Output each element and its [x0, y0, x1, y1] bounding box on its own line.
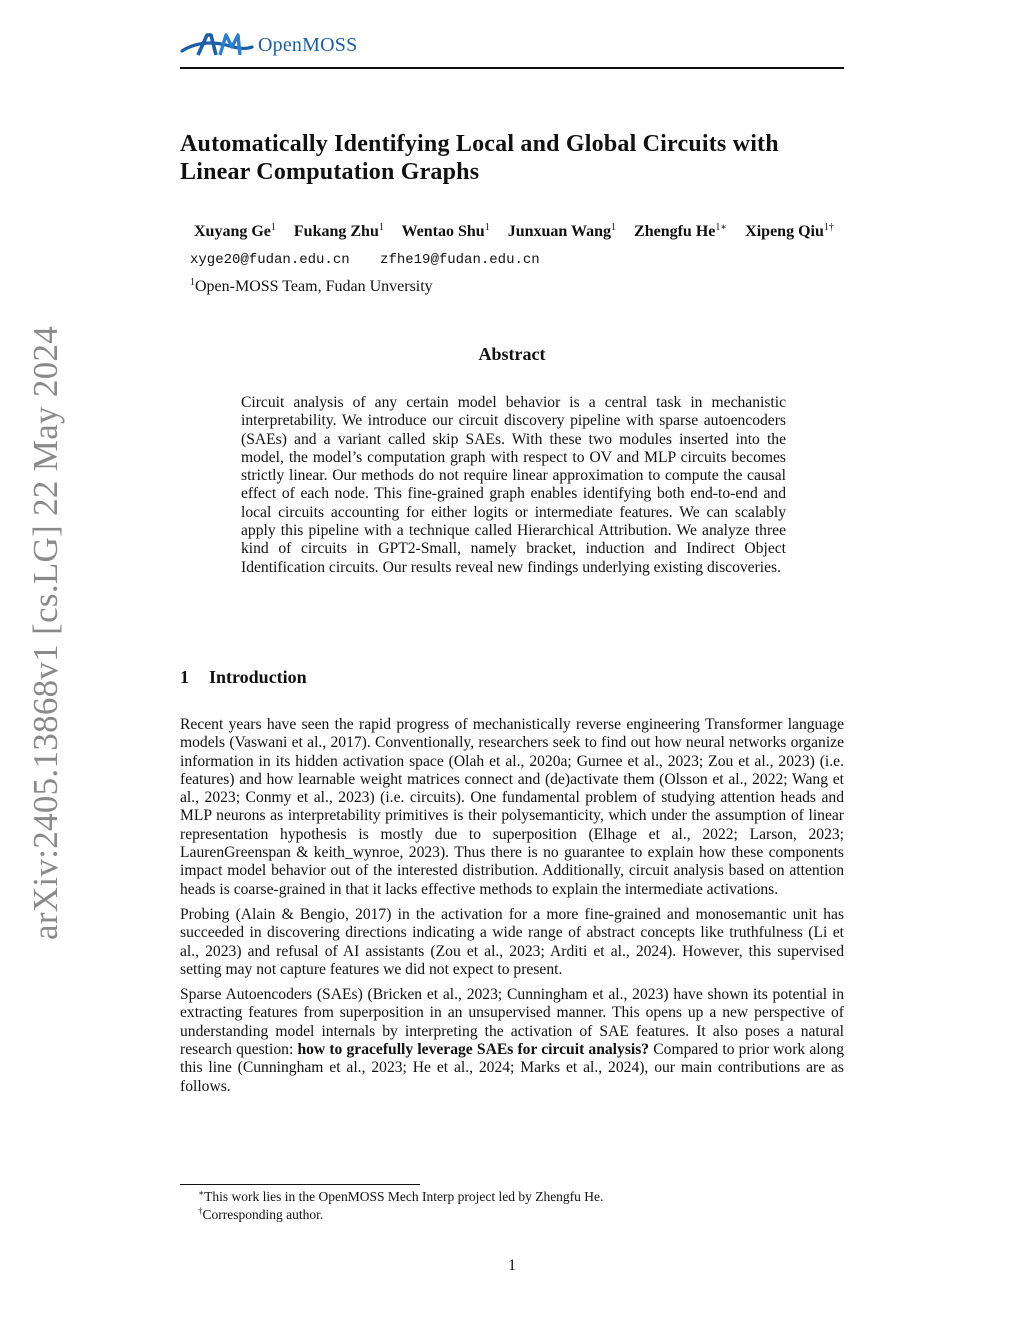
author: Junxuan Wang$^1$	[507, 222, 617, 240]
author-emails	[190, 252, 562, 268]
author-list	[194, 222, 894, 242]
section-title: Introduction	[209, 667, 307, 687]
openmoss-logo-mark	[180, 31, 254, 59]
paragraph: Sparse Autoencoders (SAEs) (Bricken et al., 2023; Cunningham et al., 2023) have shown its potential in extracting features from superposition in an unsupervised manner. This opens up a new perspective of understanding model internals by interpreting the activation of SAE features. It also poses a natural research question: how to gracefully leverage SAEs for circuit analysis? Compared to prior work along this line (Cunningham et al., 2023; He et al., 2024; Marks et al., 2024), our main contributions are as follows.	[180, 986, 844, 1095]
brand-name: OpenMOSS	[258, 33, 358, 56]
introduction-body	[180, 716, 844, 1103]
section-heading	[180, 667, 307, 688]
author: Zhengfu $He^{1∗}$	[634, 222, 728, 240]
page-header	[180, 25, 844, 69]
abstract-heading: Abstract	[478, 344, 546, 364]
author: Xipeng Qiu$^{1\dagger}$	[745, 222, 834, 240]
openmoss-logo	[180, 31, 357, 59]
arxiv-side-stamp: arXiv:2405.13868v1 [cs.LG] 22 May 2024	[26, 325, 65, 940]
author: Wentao Shu$^1$	[401, 222, 490, 240]
section-number: 1	[180, 667, 189, 687]
paragraph: Probing (Alain & Bengio, 2017) in the activation for a more fine-grained and monosemantic unit has succeeded in discovering directions indicating a wide range of abstract concepts like truthfulness (Li et al., 2023) and refusal of AI assistants (Zou et al., 2023; Arditi et al., 2024). However, this supervised setting may not capture features we did not expect to present.	[180, 905, 844, 978]
footnotes	[198, 1188, 603, 1224]
footnote-divider	[180, 1184, 420, 1185]
paper-title: Automatically Identifying Local and Global Circuits with Linear Computation Graphs	[180, 131, 779, 185]
author: Fukang Zhu$^1$	[293, 222, 384, 240]
page-number: 1	[508, 1257, 516, 1274]
affiliation-mark: 1	[190, 277, 195, 288]
footnote: †Corresponding author.	[198, 1206, 324, 1222]
research-question: how to gracefully leverage SAEs for circuit analysis?	[297, 1041, 650, 1059]
email-address[interactable]: zfhe19@fudan.edu.cn	[380, 252, 540, 268]
footnote: ∗This work lies in the OpenMOSS Mech Interp project led by Zhengfu He.	[198, 1188, 604, 1204]
affiliation	[190, 278, 433, 296]
author: Xuyang Ge$^1$	[194, 222, 276, 240]
abstract-text: Circuit analysis of any certain model behavior is a central task in mechanistic interpretability. We introduce our circuit discovery pipeline with sparse autoencoders (SAEs) and a variant called skip SAEs. With these two modules inserted into the model, the model’s computation graph with respect to OV and MLP circuits becomes strictly linear. Our methods do not require linear approximation to compute the causal effect of each node. This fine-grained graph enables identifying both end-to-end and local circuits accounting for either logits or intermediate features. We can scalably apply this pipeline with a technique called Hierarchical Attribution. We analyze three kind of circuits in GPT2-Small, namely bracket, induction and Indirect Object Identification circuits. Our results reveal new findings underlying existing discoveries.	[241, 394, 786, 576]
paragraph: Recent years have seen the rapid progress of mechanistically reverse engineering Transformer language models (Vaswani et al., 2017). Conventionally, researchers seek to find out how neural networks organize information in its hidden activation space (Olah et al., 2020a; Gurnee et al., 2023; Zou et al., 2023) (i.e. features) and how learnable weight matrices connect and (de)activate them (Olsson et al., 2022; Wang et al., 2023; Conmy et al., 2023) (i.e. circuits). One fundamental problem of studying attention heads and MLP neurons as interpretability primitives is their polysemanticity, which under the assumption of linear representation hypothesis is mostly due to superposition (Elhage et al., 2022; Larson, 2023; LaurenGreenspan & keith_wynroe, 2023). Thus there is no guarantee to explain how these components impact model behavior out of the interested distribution. Additionally, circuit analysis based on attention heads is coarse-grained in that it lacks effective methods to explain the intermediate activations.	[180, 716, 844, 898]
email-address[interactable]: xyge20@fudan.edu.cn	[190, 252, 350, 268]
affiliation-text: Open-MOSS Team, Fudan Unversity	[195, 278, 433, 295]
